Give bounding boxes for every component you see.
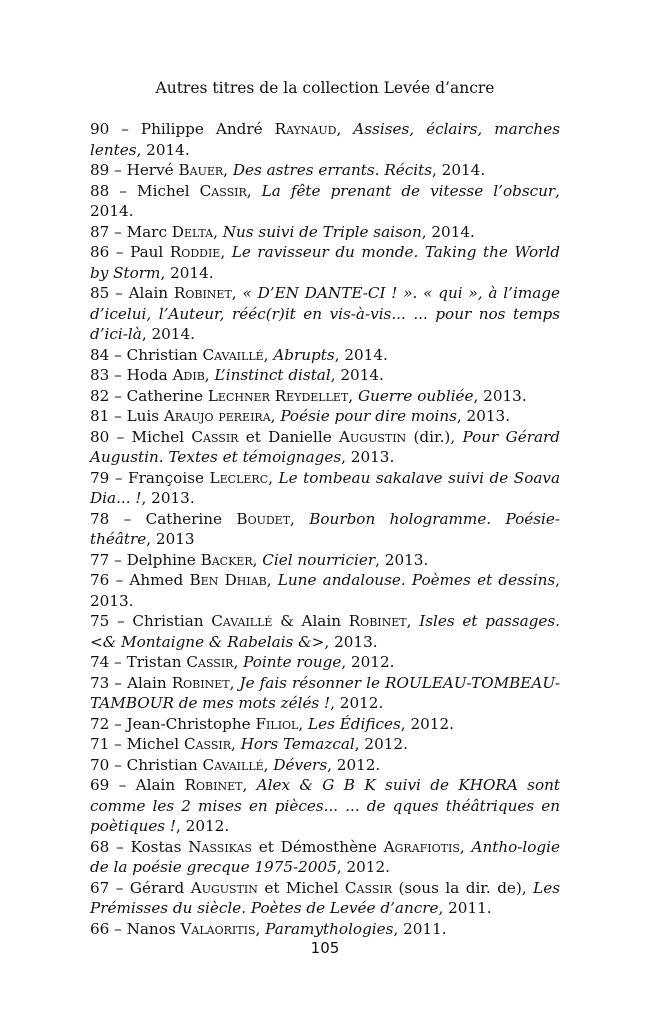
- entry-text: ,: [223, 161, 233, 179]
- list-item: [90, 673, 560, 714]
- author-name: Delta: [171, 222, 214, 241]
- entry-text: , 2014.: [330, 366, 384, 384]
- entry-text: 73 – Alain: [90, 673, 172, 692]
- author-name: Nassikas: [188, 837, 252, 856]
- entry-text: , 2012.: [336, 858, 390, 876]
- author-name: Cassir: [199, 181, 247, 200]
- book-title: Nus suivi de Triple saison: [222, 222, 422, 241]
- entry-text: , 2013.: [324, 632, 378, 651]
- entry-text: ,: [263, 755, 274, 774]
- author-name: Filiol: [255, 714, 299, 733]
- author-name: Cavaillé: [202, 345, 264, 364]
- author-name: Robinet: [173, 284, 232, 302]
- list-item: [90, 283, 560, 345]
- entry-text: 69 – Alain: [90, 776, 185, 794]
- book-title: Des astres errants. Récits: [232, 161, 433, 179]
- book-title: Je fais résonner le ROULEAU-TOMBEAU-TAMBOUR de mes mots zélés !: [90, 673, 561, 712]
- entry-text: ,: [252, 550, 263, 569]
- entry-text: et Démosthène: [251, 837, 384, 856]
- book-title: Isles et passages. <& Montaigne & Rabelais &>: [90, 612, 560, 651]
- book-title: Le tombeau sakalave suivi de Soava Dia... !: [90, 468, 561, 507]
- list-item: [90, 652, 560, 673]
- entry-text: 74 – Tristan: [90, 653, 187, 671]
- book-title: Le ravisseur du monde. Taking the World by Storm: [90, 243, 561, 282]
- author-name: Valaoritis: [180, 919, 256, 938]
- entry-text: , 2013.: [341, 448, 395, 466]
- author-name: Boudet: [236, 509, 291, 528]
- entry-text: ,: [290, 509, 310, 528]
- entry-text: , 2012.: [176, 817, 230, 835]
- entry-text: ,: [268, 468, 279, 487]
- list-item: [90, 242, 560, 283]
- author-name: Adib: [172, 366, 205, 384]
- book-title: « D’EN DANTE-CI ! ». « qui », à l’image d’icelui, l’Auteur, rééc(r)it en vis-à-vis... ... pour nos temps d’ici-là: [90, 284, 560, 343]
- author-name: Robinet: [184, 776, 243, 794]
- author-name: Cassir: [186, 653, 234, 671]
- entry-text: , 2013.: [375, 550, 429, 569]
- author-name: Cavaillé: [202, 755, 264, 774]
- book-title: Dévers: [273, 755, 328, 774]
- entry-text: , 2011.: [438, 899, 492, 917]
- author-name: Robinet: [348, 612, 407, 630]
- entry-text: 75 – Christian: [90, 612, 212, 630]
- entry-text: ,: [229, 673, 240, 692]
- entry-text: ,: [246, 181, 262, 200]
- book-title: Lune andalouse. Poèmes et dessins: [277, 571, 556, 589]
- author-name: Bauer: [178, 161, 224, 179]
- book-title: Hors Temazcal: [240, 735, 355, 753]
- book-title: Alex & G B K suivi de KHORA sont comme les 2 mises en pièces... ... de qques théâtriques en poètiques !: [90, 776, 560, 835]
- book-title: Les Prémisses du siècle. Poètes de Levée d’ancre: [90, 878, 560, 917]
- entry-text: (dir.),: [406, 427, 463, 446]
- entry-text: 66 – Nanos: [90, 919, 181, 938]
- book-title: Abrupts: [273, 345, 335, 364]
- author-name: Backer: [200, 550, 253, 569]
- book-title: La fête prenant de vitesse l’obscur: [261, 181, 556, 200]
- entry-text: 72 – Jean-Christophe: [90, 714, 256, 733]
- book-title: Ciel nourricier: [262, 550, 376, 569]
- list-item: [90, 714, 560, 735]
- entry-text: 68 – Kostas: [90, 837, 189, 856]
- list-item: [90, 509, 560, 550]
- entry-text: , 2011.: [393, 919, 447, 938]
- entry-text: 89 – Hervé: [90, 161, 179, 179]
- author-name: Cassir: [344, 878, 392, 897]
- list-item: [90, 365, 560, 386]
- entry-text: , 2014.: [90, 181, 560, 220]
- author-name: Augustin: [190, 878, 258, 897]
- author-name: Robinet: [171, 673, 230, 692]
- list-item: [90, 181, 560, 222]
- book-title: Pointe rouge: [243, 653, 342, 671]
- entry-text: , 2014.: [136, 140, 190, 159]
- entry-text: 83 – Hoda: [90, 366, 173, 384]
- entry-text: 76 – Ahmed: [90, 571, 190, 589]
- entry-text: , 2014.: [160, 263, 214, 282]
- book-title: Poésie pour dire moins: [280, 407, 457, 425]
- list-item: [90, 119, 560, 160]
- entry-text: , 2012.: [354, 735, 408, 753]
- entry-text: , 2013: [146, 530, 195, 548]
- entry-text: 80 – Michel: [90, 427, 192, 446]
- page-number: 105: [310, 939, 340, 957]
- list-item: [90, 345, 560, 366]
- author-name: Ben Dhiab: [189, 571, 267, 589]
- entry-text: 79 – Françoise: [90, 468, 210, 487]
- book-title: Bourbon hologramme. Poésie-théâtre: [90, 509, 561, 548]
- entry-text: 77 – Delphine: [90, 550, 201, 569]
- author-name: Lechner Reydellet: [207, 386, 349, 405]
- entry-text: , 2014.: [432, 161, 486, 179]
- author-name: Raynaud: [274, 120, 337, 138]
- entry-text: 84 – Christian: [90, 345, 203, 364]
- entry-text: 86 – Paul: [90, 243, 170, 261]
- entry-text: ,: [242, 776, 257, 794]
- list-item: [90, 775, 560, 837]
- entry-text: , 2012.: [330, 694, 384, 712]
- book-title: Paramythologies: [265, 919, 394, 938]
- book-title: Antho-logie de la poésie grecque 1975-2005: [90, 837, 560, 876]
- entry-text: 87 – Marc: [90, 222, 172, 241]
- entry-text: 70 – Christian: [90, 755, 203, 774]
- entry-text: 71 – Michel: [90, 735, 184, 753]
- entry-text: , 2013.: [456, 407, 511, 425]
- entry-text: , 2013.: [473, 386, 527, 405]
- list-item: [90, 160, 560, 181]
- entry-text: , 2012.: [341, 653, 395, 671]
- entry-text: 82 – Catherine: [90, 386, 208, 405]
- list-item: [90, 570, 560, 611]
- entry-text: , 2014.: [334, 345, 388, 364]
- book-title: Pour Gérard Augustin. Textes et témoignages: [90, 427, 560, 466]
- entry-text: ,: [336, 120, 354, 138]
- author-name: Augustin: [339, 427, 407, 446]
- entry-text: ,: [459, 837, 472, 856]
- entry-text: , 2013.: [141, 489, 195, 507]
- list-item: [90, 837, 560, 878]
- entry-text: ,: [231, 735, 241, 753]
- list-item: [90, 386, 560, 407]
- entry-text: ,: [220, 243, 232, 261]
- entry-text: 85 – Alain: [90, 284, 174, 302]
- entry-text: ,: [348, 386, 358, 405]
- entry-text: ,: [263, 345, 274, 364]
- list-item: [90, 468, 560, 509]
- list-item: [90, 550, 560, 571]
- author-name: Leclerc: [209, 468, 269, 487]
- list-item: [90, 755, 560, 776]
- book-title: Guerre oubliée: [357, 386, 474, 405]
- author-name: Agrafiotis: [383, 837, 460, 856]
- entry-text: ,: [233, 653, 244, 671]
- list-item: [90, 878, 560, 919]
- entry-text: 88 – Michel: [90, 181, 200, 200]
- list-item: [90, 222, 560, 243]
- entry-text: ,: [204, 366, 215, 384]
- list-item: [90, 734, 560, 755]
- entry-text: ,: [255, 919, 266, 938]
- entry-text: 90 – Philippe André: [90, 120, 275, 138]
- title-list: [90, 119, 560, 939]
- list-item: [90, 611, 560, 652]
- entry-text: ,: [270, 407, 281, 425]
- entry-text: & Alain: [272, 612, 349, 630]
- running-head: Autres titres de la collection Levée d’ancre: [155, 79, 495, 97]
- entry-text: , 2014.: [421, 222, 475, 241]
- entry-text: ,: [231, 284, 243, 302]
- entry-text: ,: [266, 571, 278, 589]
- author-name: Cassir: [183, 735, 232, 753]
- list-item: [90, 919, 560, 940]
- list-item: [90, 427, 560, 468]
- entry-text: 81 – Luis: [90, 407, 164, 425]
- book-title: Assises, éclairs, marches lentes: [90, 120, 561, 159]
- entry-text: ,: [213, 222, 223, 241]
- entry-text: 78 – Catherine: [90, 509, 237, 528]
- author-name: Roddie: [169, 243, 221, 261]
- book-title: Les Édifices: [308, 714, 401, 733]
- entry-text: , 2012.: [327, 755, 381, 774]
- entry-text: , 2013.: [90, 571, 560, 610]
- author-name: Cassir: [191, 427, 239, 446]
- entry-text: ,: [406, 612, 420, 630]
- entry-text: , 2012.: [400, 714, 454, 733]
- book-title: L’instinct distal: [214, 366, 331, 384]
- entry-text: ,: [298, 714, 309, 733]
- entry-text: et Danielle: [238, 427, 340, 446]
- entry-text: , 2014.: [141, 325, 195, 343]
- list-item: [90, 406, 560, 427]
- entry-text: (sous la dir. de),: [391, 878, 534, 897]
- author-name: Cavaillé: [211, 612, 273, 630]
- entry-text: 67 – Gérard: [90, 878, 191, 897]
- entry-text: et Michel: [257, 878, 345, 897]
- author-name: Araujo pereira: [163, 407, 271, 425]
